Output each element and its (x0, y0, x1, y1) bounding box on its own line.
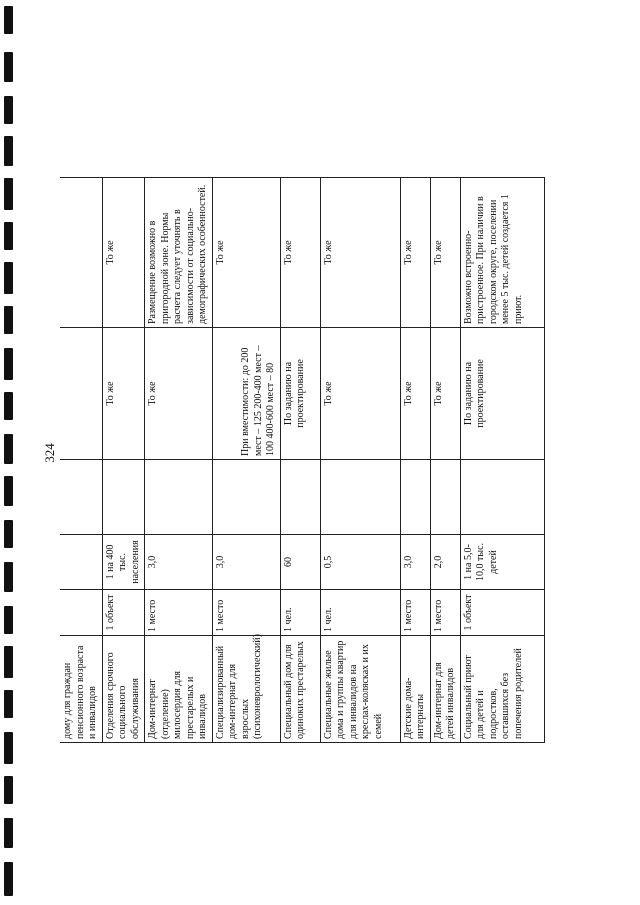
table-cell: 1 место (430, 590, 460, 636)
table-row (460, 178, 545, 743)
table-cell: То же (430, 178, 460, 328)
table-cell (280, 460, 320, 535)
table-cell (60, 590, 102, 636)
table-row (320, 178, 400, 743)
table-cell: Дом-интернат для детей инвалидов (430, 636, 460, 743)
table-cell: То же (430, 328, 460, 460)
table-cell: 1 чел. (320, 590, 400, 636)
table-container (60, 178, 625, 739)
table-cell (60, 178, 102, 328)
table-cell: 3,0 (400, 535, 430, 590)
table-cell: 1 на 5,0-10,0 тыс. детей (460, 535, 545, 590)
table-cell: То же (320, 178, 400, 328)
table-cell: Детские дома-интернаты (400, 636, 430, 743)
table-cell (102, 460, 145, 535)
table-cell: 60 (280, 535, 320, 590)
table-row (102, 178, 145, 743)
table-cell: Социальный приют для детей и подростков, оставшихся без попечения родителей (460, 636, 545, 743)
table-cell: То же (102, 328, 145, 460)
table-cell (60, 328, 102, 460)
table-cell: 3,0 (212, 535, 280, 590)
table-cell: Отделения срочного социального обслуживания (102, 636, 145, 743)
table-cell: 1 объект (460, 590, 545, 636)
table-cell: 2,0 (430, 535, 460, 590)
table-cell: То же (280, 178, 320, 328)
table-cell (212, 460, 280, 535)
table-cell: Размещение возможно в пригородной зоне. Нормы расчета следует уточнять в зависимости от социально-демографических особенностей. (145, 178, 213, 328)
table-cell: 1 объект (102, 590, 145, 636)
table-row (400, 178, 430, 743)
table-cell: 3,0 (145, 535, 213, 590)
binding-holes (4, 0, 16, 905)
table-cell: Возможно встроенно-пристроенное. При наличии в городском округе, поселении менее 5 тыс. детей создается 1 приют. (460, 178, 545, 328)
table-cell: 1 место (212, 590, 280, 636)
table-cell: По заданию на проектирование (280, 328, 320, 460)
table-cell: Специальный дом для одиноких престарелых (280, 636, 320, 743)
table-cell: Специализированный дом-интернат для взрослых (психоневрологический) (212, 636, 280, 743)
table-cell: 0,5 (320, 535, 400, 590)
table-cell: При вместимости: до 200 мест – 125 200-400 мест – 100 400-600 мест – 80 (212, 328, 280, 460)
table-cell (460, 460, 545, 535)
table-cell (430, 460, 460, 535)
table-cell: Специальные жилые дома и группы квартир для инвалидов на креслах-колясках и их семей (320, 636, 400, 743)
table-cell: То же (145, 328, 213, 460)
table-cell (60, 535, 102, 590)
table-cell: Дом-интернат (отделение) милосердия для престарелых и инвалидов (145, 636, 213, 743)
table-cell: 1 чел. (280, 590, 320, 636)
table-cell: То же (102, 178, 145, 328)
table-row (145, 178, 213, 743)
table-cell: То же (400, 328, 430, 460)
facilities-table (60, 177, 545, 743)
rotated-table-wrap (60, 178, 545, 743)
table-cell: 1 на 400 тыс. населения (102, 535, 145, 590)
table-cell (400, 460, 430, 535)
table-cell: 1 место (145, 590, 213, 636)
table-cell: То же (400, 178, 430, 328)
table-cell: дому для граждан пенсионного возраста и инвалидов (60, 636, 102, 743)
table-cell (60, 460, 102, 535)
table-row (430, 178, 460, 743)
table-cell: То же (320, 328, 400, 460)
table-row (280, 178, 320, 743)
table-cell (320, 460, 400, 535)
table-cell: По заданию на проектирование (460, 328, 545, 460)
page-number: 324 (42, 443, 57, 463)
table-row (212, 178, 280, 743)
table-cell (145, 460, 213, 535)
table-cell: То же (212, 178, 280, 328)
table-cell: 1 место (400, 590, 430, 636)
table-row (60, 178, 102, 743)
